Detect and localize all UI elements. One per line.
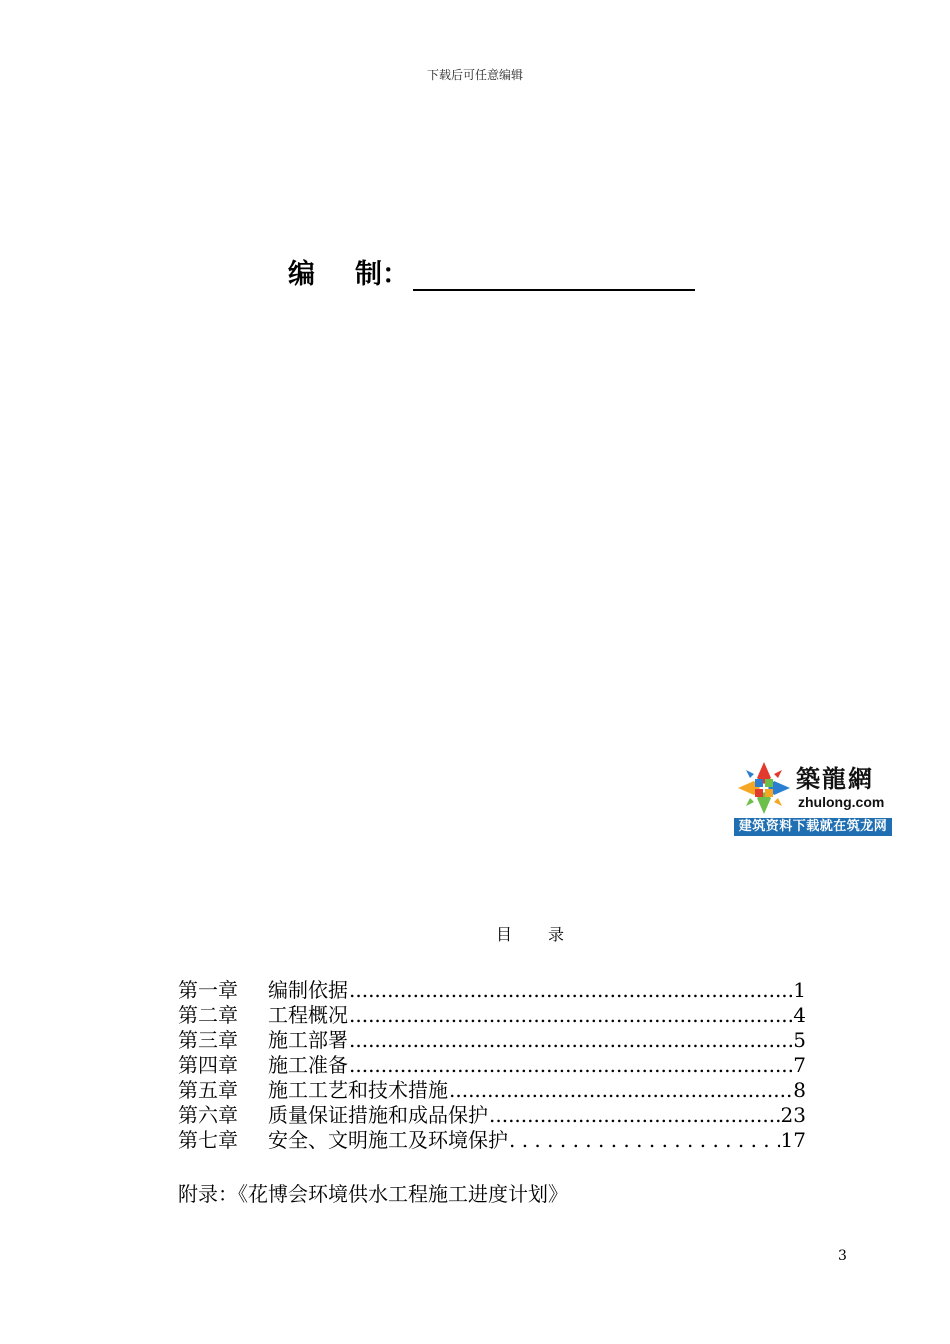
toc-chapter-name: 施工准备 bbox=[268, 1053, 348, 1077]
toc-chapter-name: 施工部署 bbox=[268, 1028, 348, 1052]
toc-leader bbox=[509, 1128, 780, 1153]
logo-slogan: 建筑资料下载就在筑龙网 bbox=[734, 818, 892, 836]
toc-entry[interactable] bbox=[178, 1053, 806, 1078]
toc-entry[interactable] bbox=[178, 1028, 806, 1053]
toc-page: 23 bbox=[780, 1103, 806, 1127]
toc-leader bbox=[349, 1028, 792, 1053]
table-of-contents bbox=[178, 978, 806, 1153]
toc-title-left: 目 bbox=[495, 925, 512, 944]
header-note: 下载后可任意编辑 bbox=[426, 68, 523, 82]
toc-leader bbox=[349, 1053, 792, 1078]
compiler-field bbox=[288, 252, 695, 291]
toc-page: 8 bbox=[793, 1078, 806, 1102]
toc-page: 1 bbox=[793, 978, 806, 1002]
toc-leader bbox=[349, 978, 792, 1003]
toc-chapter: 第七章 bbox=[178, 1128, 238, 1152]
toc-page: 4 bbox=[793, 1003, 806, 1027]
toc-chapter-name: 工程概况 bbox=[268, 1003, 348, 1027]
compiler-label-right: 制： bbox=[355, 259, 409, 290]
toc-chapter-name: 施工工艺和技术措施 bbox=[268, 1078, 448, 1102]
toc-chapter: 第五章 bbox=[178, 1078, 238, 1102]
toc-title-right: 录 bbox=[548, 925, 565, 944]
toc-chapter: 第六章 bbox=[178, 1103, 238, 1127]
toc-chapter-name: 编制依据 bbox=[268, 978, 348, 1002]
toc-entry[interactable] bbox=[178, 978, 806, 1003]
compiler-blank-line bbox=[413, 259, 695, 291]
toc-leader bbox=[449, 1078, 792, 1103]
zhulong-logo bbox=[734, 760, 892, 836]
logo-name-cn: 築龍網 bbox=[796, 765, 874, 793]
toc-chapter-name: 质量保证措施和成品保护 bbox=[268, 1103, 488, 1127]
toc-chapter: 第三章 bbox=[178, 1028, 238, 1052]
toc-entry[interactable] bbox=[178, 1103, 806, 1128]
toc-leader bbox=[349, 1003, 792, 1028]
toc-chapter: 第一章 bbox=[178, 978, 238, 1002]
toc-leader bbox=[489, 1103, 780, 1128]
toc-title bbox=[0, 922, 950, 945]
toc-page: 7 bbox=[793, 1053, 806, 1077]
logo-name-en: zhulong.com bbox=[798, 794, 885, 810]
toc-entry[interactable] bbox=[178, 1078, 806, 1103]
toc-entry[interactable] bbox=[178, 1128, 806, 1153]
toc-chapter-name: 安全、文明施工及环境保护 bbox=[268, 1128, 508, 1152]
toc-chapter: 第二章 bbox=[178, 1003, 238, 1027]
appendix-line: 附录：《花博会环境供水工程施工进度计划》 bbox=[178, 1182, 568, 1206]
toc-chapter: 第四章 bbox=[178, 1053, 238, 1077]
toc-entry[interactable] bbox=[178, 1003, 806, 1028]
compiler-label-left: 编 bbox=[288, 259, 315, 290]
toc-page: 5 bbox=[793, 1028, 806, 1052]
toc-page: 17 bbox=[780, 1128, 806, 1152]
zhulong-logo-icon bbox=[734, 760, 794, 816]
page-number: 3 bbox=[838, 1248, 847, 1264]
